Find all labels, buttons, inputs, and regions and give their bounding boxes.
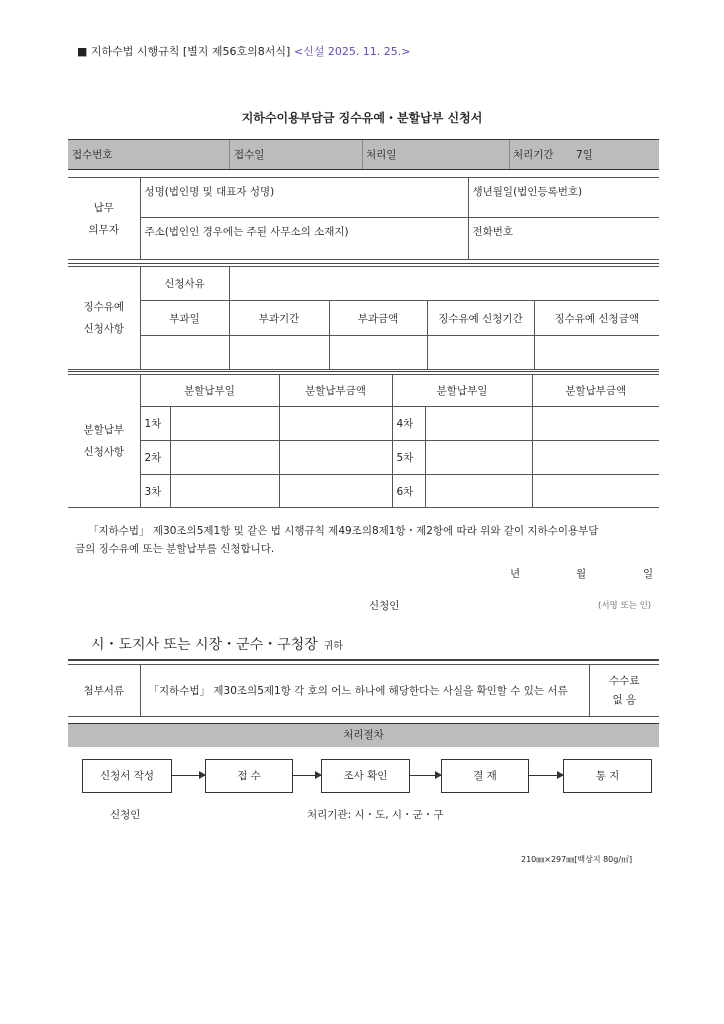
installment-col-header: 분할납부금액 (532, 375, 659, 407)
step-approval: 결 재 (441, 759, 529, 793)
installment-round: 6차 (392, 475, 425, 508)
installment-date-cell[interactable] (170, 407, 279, 441)
receipt-date-label: 접수일 (234, 149, 265, 161)
procedure-applicant-label: 신청인 (110, 809, 141, 821)
deferral-input-cell[interactable] (229, 336, 329, 370)
deferral-input-cell[interactable] (140, 336, 229, 370)
statement-line-1: 「지하수법」 제30조의5제1항 및 같은 법 시행규칙 제49조의8제1항・제2항에 따라 위와 같이 지하수이용부담 (88, 525, 599, 537)
attachments-label: 첨부서류 (68, 665, 140, 717)
deferral-col-header: 부과금액 (329, 301, 427, 336)
recipient (91, 634, 343, 654)
installment-date-cell[interactable] (425, 441, 532, 475)
paper-spec: 210㎜×297㎜[백상지 80g/㎡] (521, 855, 633, 864)
processed-date-label: 처리일 (366, 149, 397, 161)
deferral-table (68, 266, 659, 370)
processing-period-label: 처리기간 (513, 149, 554, 161)
installment-round: 3차 (140, 475, 170, 508)
reason-label: 신청사유 (140, 267, 229, 301)
installment-table (68, 374, 659, 508)
installment-col-header: 분할납부금액 (279, 375, 392, 407)
deferral-col-header: 부과일 (140, 301, 229, 336)
deferral-col-header: 징수유예 신청금액 (534, 301, 659, 336)
installment-col-header: 분할납부일 (140, 375, 279, 407)
deferral-section-label: 징수유예 신청사항 (68, 267, 140, 370)
date-year-label: 년 (510, 568, 521, 580)
procedure-title: 처리절차 (68, 723, 659, 747)
installment-round: 5차 (392, 441, 425, 475)
reason-field[interactable] (229, 267, 659, 301)
fee-label: 수수료 (609, 674, 640, 687)
payer-table (68, 177, 659, 260)
installment-amount-cell[interactable] (279, 407, 392, 441)
legal-basis-line (77, 43, 411, 59)
step-investigation: 조사 확인 (321, 759, 410, 793)
attachments-text: 「지하수법」 제30조의5제1항 각 호의 어느 하나에 해당한다는 사실을 확인할 수 있는 서류 (140, 665, 589, 717)
deferral-col-header: 징수유예 신청기간 (427, 301, 534, 336)
installment-section-label: 분할납부 신청사항 (68, 375, 140, 508)
procedure-agency-label: 처리기관: 시・도, 시・군・구 (307, 809, 444, 821)
step-receipt: 접 수 (205, 759, 293, 793)
receipt-number-label: 접수번호 (72, 149, 113, 161)
installment-amount-cell[interactable] (279, 441, 392, 475)
date-day-label: 일 (643, 568, 654, 580)
form-title: 지하수이용부담금 징수유예・분할납부 신청서 (241, 111, 483, 125)
date-month-label: 월 (576, 568, 587, 580)
processing-period-value: 7일 (576, 149, 593, 161)
step-application: 신청서 작성 (82, 759, 172, 793)
flow-arrow-icon (172, 775, 205, 776)
flow-arrow-icon (293, 775, 321, 776)
statement-line-2: 금의 징수유예 또는 분할납부를 신청합니다. (75, 543, 275, 555)
step-notification: 통 지 (563, 759, 652, 793)
installment-amount-cell[interactable] (532, 475, 659, 508)
flow-arrow-icon (410, 775, 441, 776)
recipient-name: 시・도지사 또는 시장・군수・구청장 (91, 637, 318, 653)
address-field[interactable]: 주소(법인인 경우에는 주된 사무소의 소재지) (140, 218, 468, 260)
recipient-suffix: 귀하 (323, 641, 344, 652)
fee-cell (589, 665, 659, 717)
installment-amount-cell[interactable] (532, 441, 659, 475)
receipt-bar (68, 139, 659, 170)
installment-amount-cell[interactable] (279, 475, 392, 508)
payer-section-label: 납무 의무자 (68, 178, 140, 260)
attachments-table (68, 664, 659, 717)
installment-col-header: 분할납부일 (392, 375, 532, 407)
fee-value: 없 음 (612, 693, 637, 706)
applicant-label: 신청인 (369, 600, 400, 612)
installment-date-cell[interactable] (425, 407, 532, 441)
deferral-col-header: 부과기간 (229, 301, 329, 336)
installment-amount-cell[interactable] (532, 407, 659, 441)
flow-arrow-icon (529, 775, 563, 776)
amendment-note: <신설 2025. 11. 25.> (293, 45, 411, 58)
installment-round: 2차 (140, 441, 170, 475)
signature-hint: (서명 또는 인) (598, 601, 652, 611)
installment-round: 4차 (392, 407, 425, 441)
birth-field[interactable]: 생년월일(법인등록번호) (468, 178, 659, 218)
deferral-input-cell[interactable] (534, 336, 659, 370)
phone-field[interactable]: 전화번호 (468, 218, 659, 260)
name-field[interactable]: 성명(법인명 및 대표자 성명) (140, 178, 468, 218)
installment-date-cell[interactable] (170, 475, 279, 508)
installment-date-cell[interactable] (425, 475, 532, 508)
deferral-input-cell[interactable] (329, 336, 427, 370)
legal-basis: ■ 지하수법 시행규칙 [별지 제56호의8서식] (77, 45, 291, 58)
deferral-input-cell[interactable] (427, 336, 534, 370)
installment-round: 1차 (140, 407, 170, 441)
installment-date-cell[interactable] (170, 441, 279, 475)
